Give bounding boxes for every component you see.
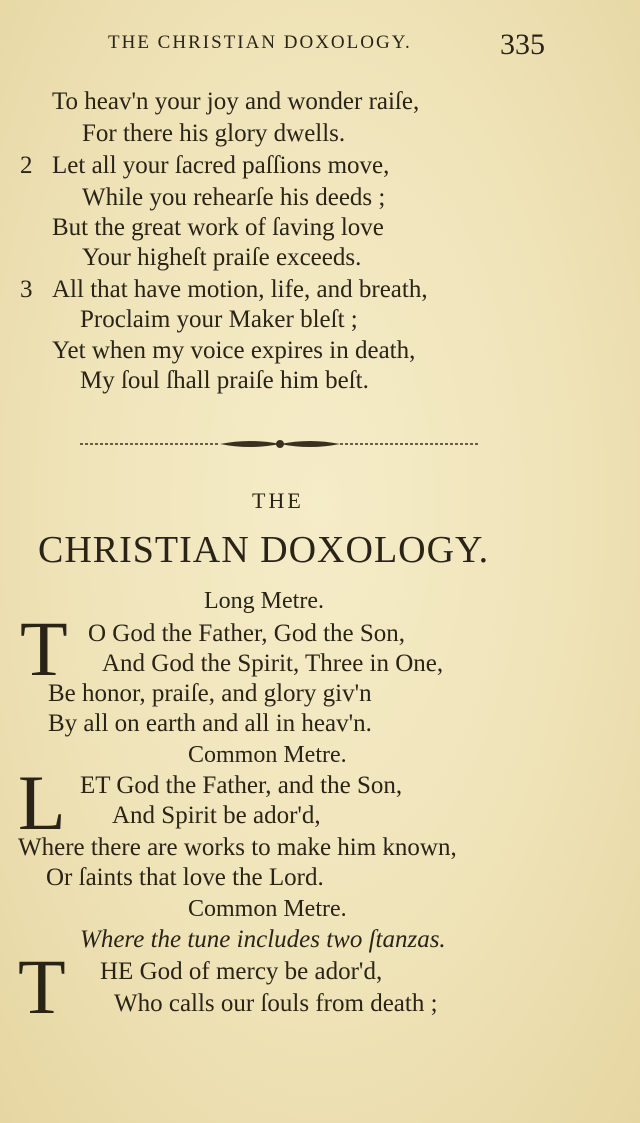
hymn-line: All that have motion, life, and breath, [52,276,428,303]
doxology-line: ET God the Father, and the Son, [80,772,403,799]
metre-note: Where the tune includes two ſtanzas. [80,926,446,953]
drop-cap: L [18,759,66,846]
metre-heading: Common Metre. [188,742,347,768]
doxology-line: Or ſaints that love the Lord. [46,864,324,891]
doxology-line: By all on earth and all in heav'n. [48,710,372,737]
doxology-line: O God the Father, God the Son, [88,620,406,647]
hymn-line: For there his glory dwells. [82,120,346,147]
hymn-line: While you rehearſe his deeds ; [82,184,386,211]
hymn-line: But the great work of ſaving love [52,214,384,241]
page-number: 335 [500,28,545,61]
doxology-line: HE God of mercy be ador'd, [100,958,383,985]
verse-number: 2 [20,152,33,179]
hymn-line: Proclaim your Maker bleſt ; [80,306,358,333]
hymn-line: To heav'n your joy and wonder raiſe, [52,88,420,115]
doxology-line: Who calls our ſouls from death ; [114,990,438,1017]
section-the: THE [252,488,304,513]
doxology-line: Be honor, praiſe, and glory giv'n [48,680,372,707]
verse-number: 3 [20,276,33,303]
drop-cap: T [18,943,66,1030]
metre-heading: Common Metre. [188,896,347,922]
hymn-line: Let all your ſacred paſſions move, [52,152,390,179]
ornamental-rule-icon [80,436,480,452]
running-title: THE CHRISTIAN DOXOLOGY. [108,32,412,53]
doxology-line: And God the Spirit, Three in One, [102,650,444,677]
hymn-line: Your higheſt praiſe exceeds. [82,244,362,271]
hymn-line: Yet when my voice expires in death, [52,337,416,364]
drop-cap: T [20,605,68,692]
metre-heading: Long Metre. [204,588,324,614]
section-title: CHRISTIAN DOXOLOGY. [38,529,490,571]
doxology-line: Where there are works to make him known, [18,834,457,861]
doxology-line: And Spirit be ador'd, [112,802,321,829]
hymn-line: My ſoul ſhall praiſe him beſt. [80,367,369,394]
